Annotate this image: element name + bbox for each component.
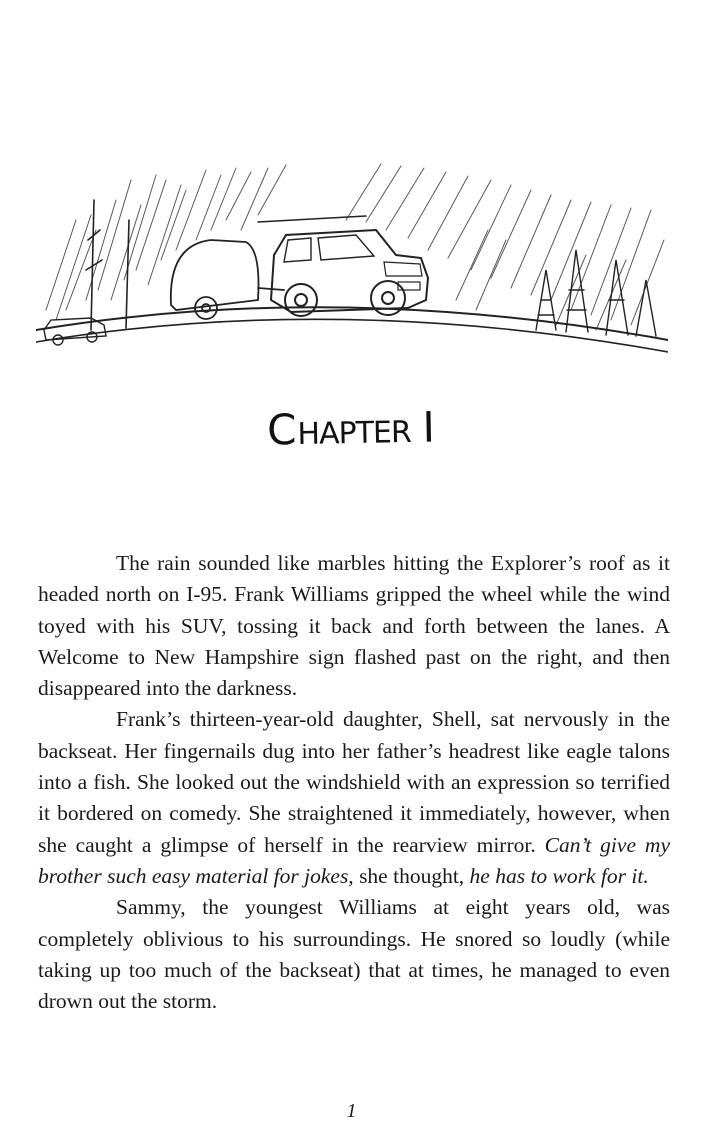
paragraph-2-text-before: Frank’s thirteen-year-old daughter, Shell, sat nervously in the backseat. Her fingernails dug into her father’s headrest like eagle talons into a fish. She looked out the windshield with an expression so terrified it bordered on comedy. She straightened it immediately, however, when she caught a glimpse of herself in the rearview mirror. bbox=[38, 707, 670, 857]
chapter-body bbox=[38, 548, 670, 1017]
paragraph-1: The rain sounded like marbles hitting the Explorer’s roof as it headed north on I-95. Frank Williams gripped the wheel while the wind toyed with his SUV, tossing it back and forth between the lanes. A Welcome to New Hampshire sign flashed past on the right, and then disappeared into the darkness. bbox=[38, 551, 670, 701]
paragraph-3: Sammy, the youngest Williams at eight years old, was completely oblivious to his surroundings. He snored so loudly (while taking up too much of the backseat) that at times, he managed to even drown out the storm. bbox=[38, 895, 670, 1014]
chapter-numeral: I bbox=[422, 402, 437, 452]
page-number: 1 bbox=[346, 1100, 357, 1122]
chapter-title-initial: C bbox=[266, 404, 298, 455]
paragraph-2 bbox=[38, 704, 670, 892]
chapter-title-rest: HAPTER bbox=[297, 414, 412, 452]
paragraph-2-text-middle: she thought, bbox=[353, 863, 470, 888]
chapter-illustration-suv-in-rain bbox=[36, 160, 668, 372]
chapter-title bbox=[0, 398, 703, 459]
paragraph-2-italic-end: he has to work for it. bbox=[469, 863, 649, 888]
paragraph-2-italic-thought: Can’t give my brother such easy material for jokes, bbox=[38, 832, 670, 888]
